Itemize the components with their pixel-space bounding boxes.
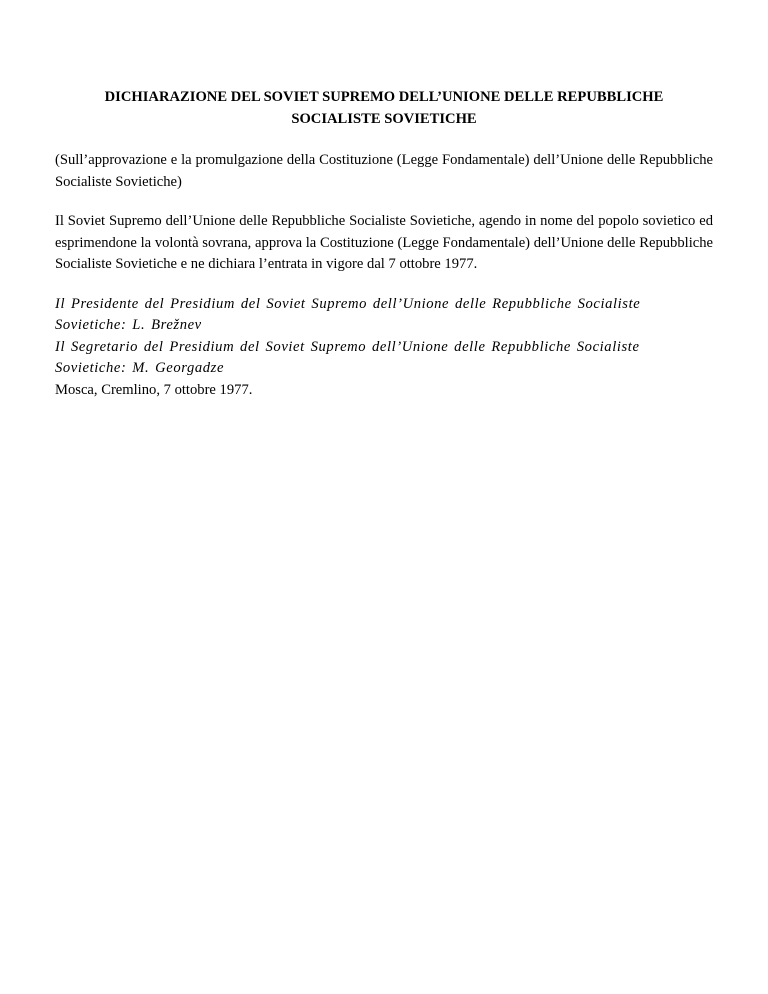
document-page [55,86,713,401]
signature-secretary-line-1: Il Segretario del Presidium del Soviet Supremo dell’Unione delle Repubbliche Socialiste [55,338,640,355]
title-line-2: SOCIALISTE SOVIETICHE [291,111,477,127]
place-and-date: Mosca, Cremlino, 7 ottobre 1977. [55,381,253,398]
title-line-1: DICHIARAZIONE DEL SOVIET SUPREMO DELL’UNIONE DELLE REPUBBLICHE [104,89,664,105]
body-paragraph: Il Soviet Supremo dell’Unione delle Repubbliche Socialiste Sovietiche, agendo in nome del popolo sovietico ed esprimendone la volontà sovrana, approva la Costituzione (Legge Fondamentale) dell’Unione delle Repubbliche Socialiste Sovietiche e ne dichiara l’entrata in vigore dal 7 ottobre 1977. [55,213,713,272]
signature-secretary-line-2: Sovietiche: M. Georgadze [55,360,225,376]
subtitle-paragraph: (Sull’approvazione e la promulgazione della Costituzione (Legge Fondamentale) dell’Unione delle Repubbliche Socialiste Sovietiche) [55,152,713,190]
signature-president-line-2: Sovietiche: L. Brežnev [55,317,202,333]
signature-block [55,294,713,402]
document-title [55,86,713,130]
signature-president-line-1: Il Presidente del Presidium del Soviet Supremo dell’Unione delle Repubbliche Socialiste [55,295,641,312]
